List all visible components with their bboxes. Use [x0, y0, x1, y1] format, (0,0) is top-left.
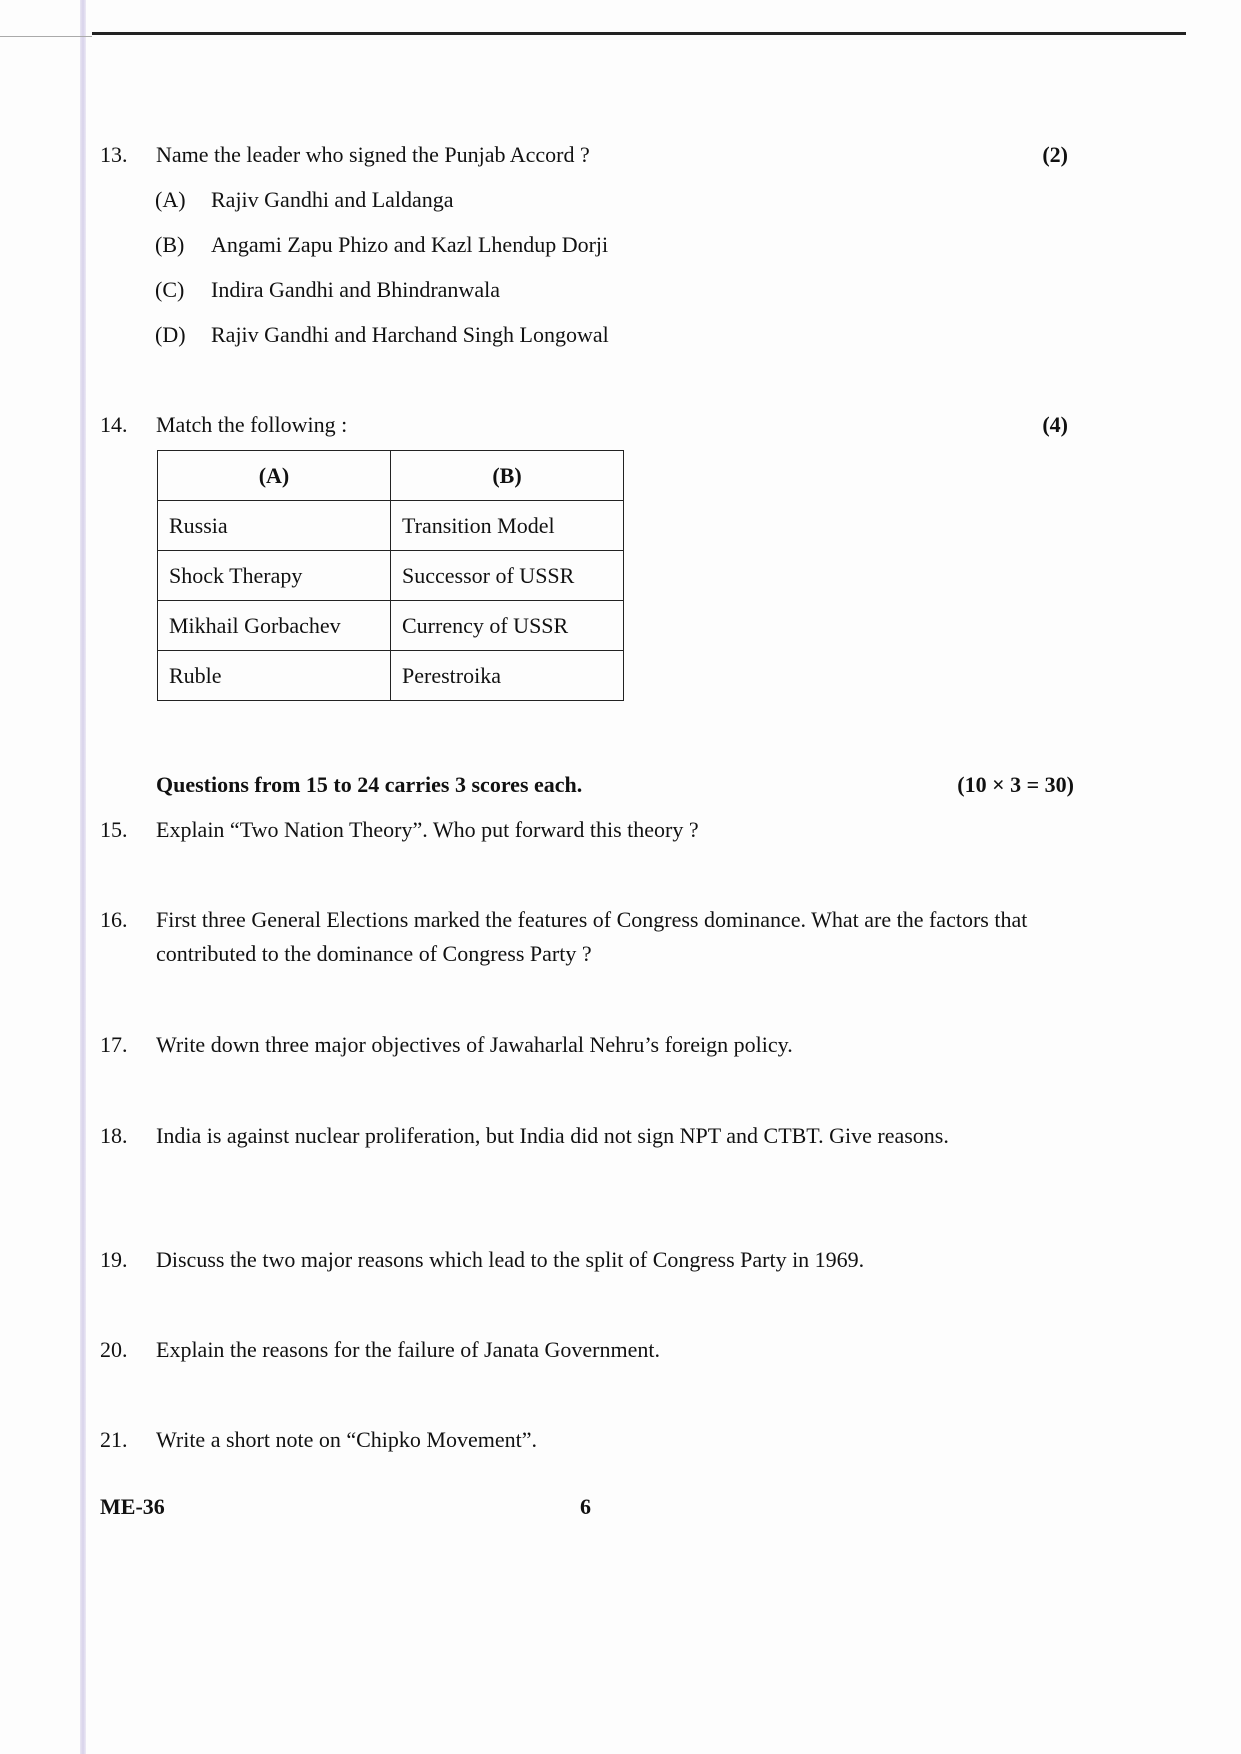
- table-cell: Shock Therapy: [158, 551, 391, 601]
- column-header-a: (A): [158, 451, 391, 501]
- option-letter: (C): [155, 277, 185, 302]
- question-number: 15.: [100, 817, 128, 842]
- option-text: Rajiv Gandhi and Laldanga: [211, 187, 454, 212]
- option-a: [155, 183, 454, 217]
- option-letter: (D): [155, 322, 186, 347]
- option-letter: (B): [155, 232, 185, 257]
- table-cell: Ruble: [158, 651, 391, 701]
- table-row: [158, 651, 624, 701]
- question-number: 14.: [100, 412, 128, 437]
- option-b: [155, 228, 608, 262]
- table-cell: Successor of USSR: [391, 551, 624, 601]
- question-number: 16.: [100, 907, 128, 932]
- question-text: Write a short note on “Chipko Movement”.: [156, 1427, 537, 1452]
- page-number: 6: [580, 1494, 591, 1519]
- table-cell: Currency of USSR: [391, 601, 624, 651]
- question-marks: (4): [1042, 412, 1068, 437]
- paper-code: ME-36: [100, 1494, 165, 1519]
- question-text: India is against nuclear proliferation, but India did not sign NPT and CTBT. Give reasons.: [156, 1123, 949, 1148]
- header-rule: [92, 32, 1186, 35]
- question-number: 21.: [100, 1427, 128, 1452]
- table-cell: Mikhail Gorbachev: [158, 601, 391, 651]
- table-cell: Transition Model: [391, 501, 624, 551]
- column-header-b: (B): [391, 451, 624, 501]
- table-row: [158, 501, 624, 551]
- question-text: Explain the reasons for the failure of Janata Government.: [156, 1337, 660, 1362]
- section-score: (10 × 3 = 30): [957, 772, 1074, 797]
- question-text: Write down three major objectives of Jawaharlal Nehru’s foreign policy.: [156, 1032, 793, 1057]
- option-text: Rajiv Gandhi and Harchand Singh Longowal: [211, 322, 609, 347]
- table-cell: Russia: [158, 501, 391, 551]
- option-d: [155, 318, 609, 352]
- question-text: First three General Elections marked the features of Congress dominance. What are the factors that contributed to the dominance of Congress Party ?: [156, 907, 1028, 966]
- table-header-row: [158, 451, 624, 501]
- option-text: Angami Zapu Phizo and Kazl Lhendup Dorji: [211, 232, 609, 257]
- question-text: Discuss the two major reasons which lead to the split of Congress Party in 1969.: [156, 1247, 865, 1272]
- section-heading: [156, 768, 1074, 802]
- question-number: 20.: [100, 1337, 128, 1362]
- header-rule-left: [0, 36, 92, 37]
- question-text: Match the following :: [156, 412, 348, 437]
- question-text: Name the leader who signed the Punjab Accord ?: [156, 142, 590, 167]
- question-number: 13.: [100, 142, 128, 167]
- question-text: Explain “Two Nation Theory”. Who put forward this theory ?: [156, 817, 699, 842]
- table-row: [158, 551, 624, 601]
- match-table: [157, 450, 624, 701]
- table-cell: Perestroika: [391, 651, 624, 701]
- page-margin-line: [80, 0, 86, 1754]
- question-number: 18.: [100, 1123, 128, 1148]
- table-row: [158, 601, 624, 651]
- option-text: Indira Gandhi and Bhindranwala: [211, 277, 500, 302]
- question-number: 19.: [100, 1247, 128, 1272]
- question-number: 17.: [100, 1032, 128, 1057]
- option-c: [155, 273, 500, 307]
- question-marks: (2): [1042, 142, 1068, 167]
- option-letter: (A): [155, 187, 186, 212]
- section-instruction: Questions from 15 to 24 carries 3 scores each.: [156, 772, 583, 797]
